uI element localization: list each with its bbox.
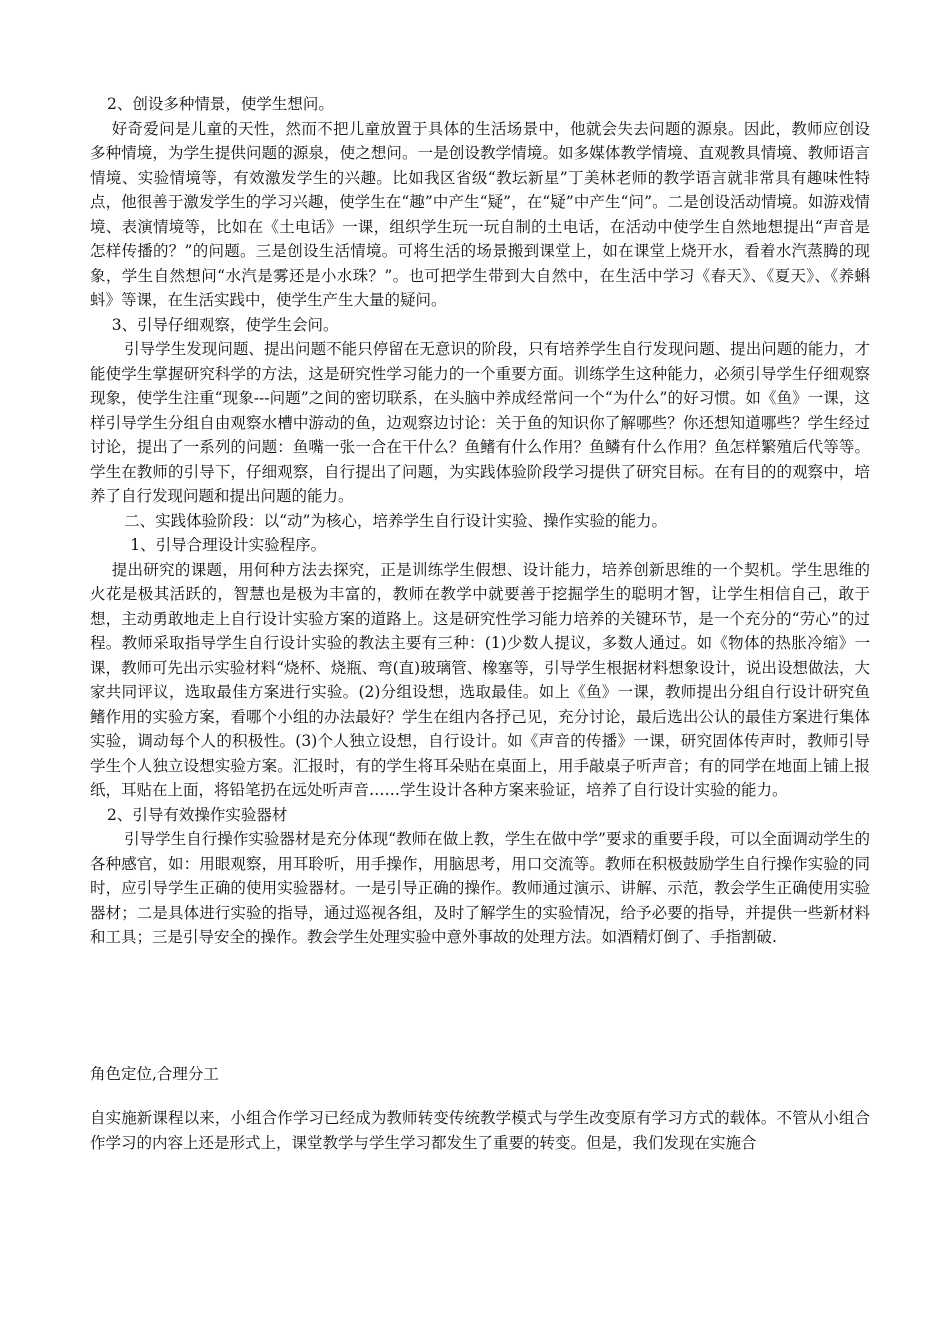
heading-observation: 3、引导仔细观察，使学生会问。: [111, 315, 339, 334]
paragraph-operate-equipment: 引导学生自行操作实验器材是充分体现“教师在做上教，学生在做中学”要求的重要手段，可以全面调动学生的各种感官，如：用眼观察，用耳聆听，用手操作，用脑思考，用口交流等。教师在积极鼓励学生自行操作实验的同时，应引导学生正确的使用实验器材。一是引导正确的操作。教师通过演示、讲解、示范，教会学生正确使用实验器材；二是具体进行实验的指导，通过巡视各组，及时了解学生的实验情况，给予必要的指导，并提供一些新材料和工具；三是引导安全的操作。教会学生处理实验中意外事故的处理方法。如酒精灯倒了、手指割破.: [90, 830, 870, 946]
heading-role-positioning: 角色定位,合理分工: [90, 1064, 219, 1083]
paragraph-observation: 引导学生发现问题、提出问题不能只停留在无意识的阶段，只有培养学生自行发现问题、提出问题的能力，才能使学生掌握研究科学的方法，这是研究性学习能力的一个重要方面。训练学生这种能力，必须引导学生仔细观察现象，使学生注重“现象---问题”之间的密切联系，在头脑中养成经常问一个“为什么”的好习惯。如《鱼》一课，这样引导学生分组自由观察水槽中游动的鱼，边观察边讨论：关于鱼的知识你了解哪些？你还想知道哪些？学生经过讨论，提出了一系列的问题：鱼嘴一张一合在干什么？鱼鳍有什么作用？鱼鳞有什么作用？鱼怎样繁殖后代等等。学生在教师的引导下，仔细观察，自行提出了问题，为实践体验阶段学习提供了研究目标。在有目的的观察中，培养了自行发现问题和提出问题的能力。: [90, 340, 870, 505]
document-page: [90, 92, 870, 1155]
heading-create-situations: 2、创设多种情景，使学生想问。: [107, 95, 334, 113]
blank-spacer-small: [90, 1086, 870, 1106]
heading-operate-equipment: 2、引导有效操作实验器材: [107, 805, 288, 824]
blank-spacer: [90, 950, 870, 1062]
paragraph-group-learning: 自实施新课程以来，小组合作学习已经成为教师转变传统教学模式与学生改变原有学习方式的载体。不管从小组合作学习的内容上还是形式上，课堂教学与学生学习都发生了重要的转变。但是，我们发现在实施合: [90, 1109, 870, 1152]
paragraph-design-experiment: 提出研究的课题，用何种方法去探究，正是训练学生假想、设计能力，培养创新思维的一个契机。学生思维的火花是极其活跃的，智慧也是极为丰富的，教师在教学中就要善于挖掘学生的聪明才智，让学生相信自己，敢于想，主动勇敢地走上自行设计实验方案的道路上。这是研究性学习能力培养的关键环节，是一个充分的“劳心”的过程。教师采取指导学生自行设计实验的教法主要有三种：(1)少数人提议，多数人通过。如《物体的热胀冷缩》一课，教师可先出示实验材料“烧杯、烧瓶、弯(直)玻璃管、橡塞等，引导学生根据材料想象设计，说出设想做法，大家共同评议，选取最佳方案进行实验。(2)分组设想，选取最佳。如上《鱼》一课，教师提出分组自行设计研究鱼鳍作用的实验方案，看哪个小组的办法最好？学生在组内各抒己见，充分讨论，最后选出公认的最佳方案进行集体实验，调动每个人的积极性。(3)个人独立设想，自行设计。如《声音的传播》一课，研究固体传声时，教师引导学生个人独立设想实验方案。汇报时，有的学生将耳朵贴在桌面上，用手敲桌子听声音；有的同学在地面上铺上报纸，耳贴在上面，将铅笔扔在远处听声音……学生设计各种方案来验证，培养了自行设计实验的能力。: [90, 560, 870, 799]
heading-practice-stage: 二、实践体验阶段：以“动”为核心，培养学生自行设计实验、操作实验的能力。: [124, 511, 667, 530]
paragraph-situations: 好奇爱问是儿童的天性，然而不把儿童放置于具体的生活场景中，他就会失去问题的源泉。因此，教师应创设多种情境，为学生提供问题的源泉，使之想问。一是创设教学情境。如多媒体教学情境、直观教具情境、教师语言情境、实验情境等，有效激发学生的兴趣。比如我区省级“教坛新星”丁美林老师的教学语言就非常具有趣味性特点，他很善于激发学生的学习兴趣，使学生在“趣”中产生“疑”，在“疑”中产生“问”。二是创设活动情境。如游戏情境、表演情境等，比如在《土电话》一课，组织学生玩一玩自制的土电话，在活动中使学生自然地想提出“声音是怎样传播的？”的问题。三是创设生活情境。可将生活的场景搬到课堂上，如在课堂上烧开水，看着水汽蒸腾的现象，学生自然想问“水汽是雾还是小水珠？”。也可把学生带到大自然中，在生活中学习《春天》、《夏天》、《养蝌蚪》等课，在生活实践中，使学生产生大量的疑问。: [90, 119, 870, 309]
heading-design-experiment: 1、引导合理设计实验程序。: [130, 536, 327, 554]
